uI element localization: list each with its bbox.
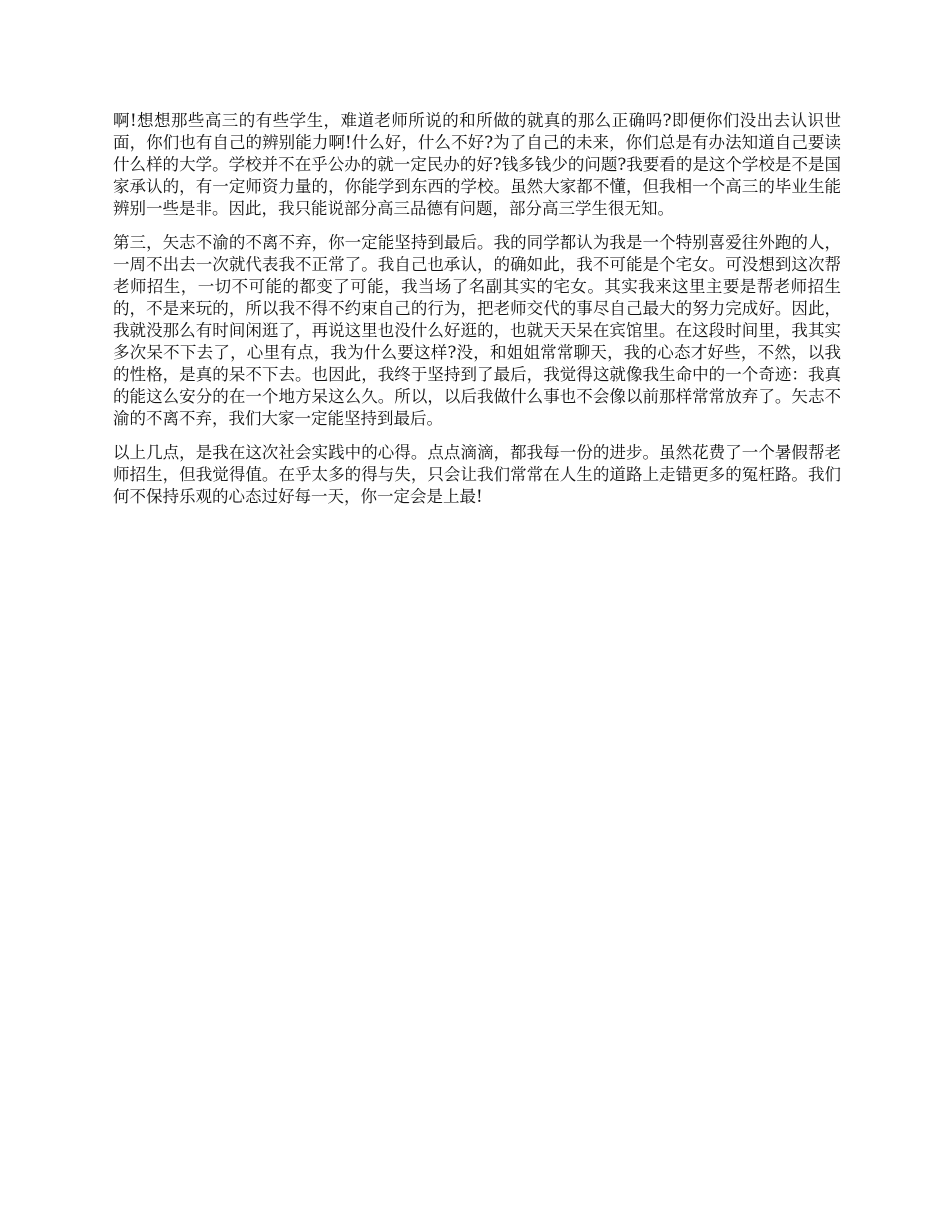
- paragraph: 以上几点，是我在这次社会实践中的心得。点点滴滴，都我每一份的进步。虽然花费了一个暑假帮老师招生，但我觉得值。在乎太多的得与失，只会让我们常常在人生的道路上走错更多的冤枉路。我们何不保持乐观的心态过好每一天，你一定会是上最!: [113, 443, 841, 506]
- paragraph: 啊!想想那些高三的有些学生，难道老师所说的和所做的就真的那么正确吗?即便你们没出去认识世面，你们也有自己的辨别能力啊!什么好，什么不好?为了自己的未来，你们总是有办法知道自己要读什么样的大学。学校并不在乎公办的就一定民办的好?钱多钱少的问题?我要看的是这个学校是不是国家承认的，有一定师资力量的，你能学到东西的学校。虽然大家都不懂，但我相一个高三的毕业生能辨别一些是非。因此，我只能说部分高三品德有问题，部分高三学生很无知。: [113, 111, 841, 218]
- paragraph: 第三，矢志不渝的不离不弃，你一定能坚持到最后。我的同学都认为我是一个特别喜爱往外跑的人，一周不出去一次就代表我不正常了。我自己也承认，的确如此，我不可能是个宅女。可没想到这次帮老师招生，一切不可能的都变了可能，我当场了名副其实的宅女。其实我来这里主要是帮老师招生的，不是来玩的，所以我不得不约束自己的行为，把老师交代的事尽自己最大的努力完成好。因此，我就没那么有时间闲逛了，再说这里也没什么好逛的，也就天天呆在宾馆里。在这段时间里，我其实多次呆不下去了，心里有点，我为什么要这样?没，和姐姐常常聊天，我的心态才好些，不然，以我的性格，是真的呆不下去。也因此，我终于坚持到了最后，我觉得这就像我生命中的一个奇迹：我真的能这么安分的在一个地方呆这么久。所以，以后我做什么事也不会像以前那样常常放弃了。矢志不渝的不离不弃，我们大家一定能坚持到最后。: [113, 233, 841, 428]
- document-body: [113, 110, 841, 520]
